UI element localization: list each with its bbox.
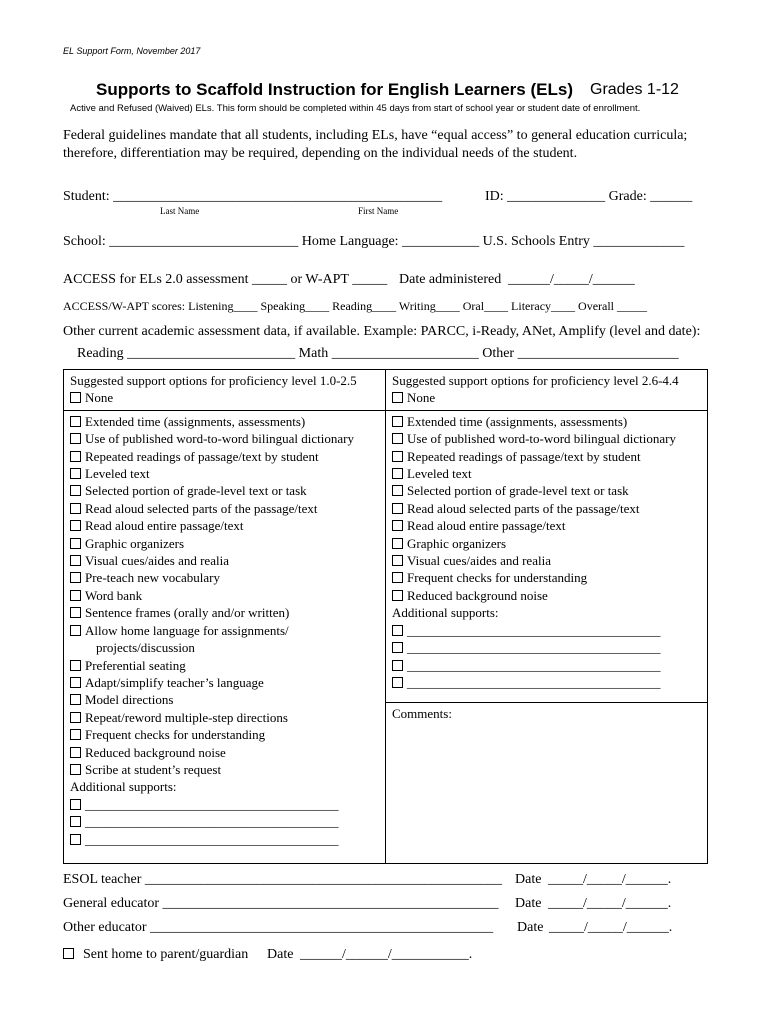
list-item: Frequent checks for understanding (85, 727, 266, 743)
sent-home-row (63, 947, 248, 963)
list-item: Use of published word-to-word bilingual dictionary (407, 431, 676, 447)
general-date-label: Date (515, 896, 542, 911)
checkbox-icon[interactable] (392, 590, 403, 601)
checkbox-icon[interactable] (70, 729, 81, 740)
checkbox-icon[interactable] (70, 572, 81, 583)
level-2-none-option: None (407, 390, 436, 406)
checkbox-icon[interactable] (392, 538, 403, 549)
level-1-heading: Suggested support options for proficiency level 1.0-2.5 (70, 373, 357, 388)
list-item: Use of published word-to-word bilingual dictionary (85, 431, 354, 447)
school-home-language-field[interactable]: School: ___________________________ Home Language: ___________ U.S. Schools Entry _____________ (63, 234, 685, 249)
level-2-heading: Suggested support options for proficiency level 2.6-4.4 (392, 373, 679, 388)
list-item: Selected portion of grade-level text or task (407, 483, 629, 499)
checkbox-icon[interactable] (392, 503, 403, 514)
checkbox-icon[interactable] (70, 520, 81, 531)
list-item-continuation: projects/discussion (96, 640, 195, 656)
checkbox-icon[interactable] (70, 607, 81, 618)
checkbox-icon[interactable] (392, 660, 403, 671)
list-item: Model directions (85, 692, 174, 708)
comments-label: Comments: (392, 705, 452, 721)
checkbox-icon[interactable] (70, 485, 81, 496)
list-item: Leveled text (85, 466, 150, 482)
comments-cell[interactable] (386, 702, 708, 863)
checkbox-icon[interactable] (392, 520, 403, 531)
list-item: Frequent checks for understanding (407, 570, 588, 586)
other-educator-signature[interactable]: Other educator _________________________________________________ (63, 920, 494, 935)
list-item: Read aloud selected parts of the passage/text (407, 500, 640, 516)
checkbox-icon[interactable] (70, 590, 81, 601)
checkbox-icon[interactable] (392, 677, 403, 688)
list-item: Graphic organizers (407, 535, 507, 551)
access-assessment-field[interactable]: ACCESS for ELs 2.0 assessment _____ or W-APT _____ (63, 272, 388, 287)
checkbox-icon[interactable] (70, 468, 81, 479)
list-item: Graphic organizers (85, 535, 185, 551)
intro-paragraph: Federal guidelines mandate that all students, including ELs, have “equal access” to general education curricula; therefore, differentiation may be required, depending on the individual needs of the student. (63, 128, 688, 161)
checkbox-icon[interactable] (70, 834, 81, 845)
checkbox-icon[interactable] (392, 451, 403, 462)
list-item: Visual cues/aides and realia (407, 553, 551, 569)
checkbox-icon[interactable] (70, 451, 81, 462)
esol-date-field[interactable]: _____/_____/______. (548, 872, 672, 887)
checkbox-icon[interactable] (392, 642, 403, 653)
list-item: Extended time (assignments, assessments) (85, 413, 306, 429)
form-subtitle: Active and Refused (Waived) ELs. This form should be completed within 45 days from start of school year or student date of enrollment. (70, 103, 641, 114)
list-item: Repeated readings of passage/text by student (85, 448, 319, 464)
list-item: Adapt/simplify teacher’s language (85, 674, 264, 690)
checkbox-icon[interactable] (392, 625, 403, 636)
scores-field[interactable]: ACCESS/W-APT scores: Listening____ Speaking____ Reading____ Writing____ Oral____ Literacy____ Overall _____ (63, 299, 648, 313)
date-administered-label: Date administered (399, 272, 502, 287)
general-educator-signature[interactable]: General educator ________________________________________________ (63, 896, 499, 911)
other-assessment-label: Other current academic assessment data, if available. Example: PARCC, i-Ready, ANet, Amplify (level and date): (63, 324, 701, 339)
level-1-heading-cell (64, 370, 386, 411)
checkbox-icon[interactable] (392, 485, 403, 496)
checkbox-icon[interactable] (392, 468, 403, 479)
esol-teacher-signature[interactable]: ESOL teacher ___________________________________________________ (63, 872, 502, 887)
additional-support-blank[interactable]: _______________________________________ (407, 640, 661, 656)
reading-math-other-field[interactable]: Reading ________________________ Math _____________________ Other _______________________ (77, 346, 679, 361)
list-item: Sentence frames (orally and/or written) (85, 605, 290, 621)
general-date-field[interactable]: _____/_____/______. (548, 896, 672, 911)
checkbox-icon[interactable] (70, 555, 81, 566)
additional-support-blank[interactable]: _______________________________________ (85, 814, 339, 830)
checkbox-icon[interactable] (70, 764, 81, 775)
checkbox-icon[interactable] (70, 392, 81, 403)
checkbox-icon[interactable] (70, 747, 81, 758)
date-administered-field[interactable]: ______/_____/______ (508, 272, 635, 287)
checkbox-icon[interactable] (392, 555, 403, 566)
list-item: Repeated readings of passage/text by student (407, 448, 641, 464)
additional-support-blank[interactable]: _______________________________________ (407, 622, 661, 638)
checkbox-icon[interactable] (70, 694, 81, 705)
list-item: Read aloud entire passage/text (85, 518, 244, 534)
additional-support-blank[interactable]: _______________________________________ (407, 674, 661, 690)
first-name-caption: First Name (358, 206, 399, 216)
level-2-additional-label: Additional supports: (392, 605, 499, 621)
list-item: Pre-teach new vocabulary (85, 570, 220, 586)
support-options-table (63, 369, 708, 864)
additional-support-blank[interactable]: _______________________________________ (85, 796, 339, 812)
checkbox-icon[interactable] (392, 416, 403, 427)
checkbox-icon[interactable] (70, 625, 81, 636)
list-item: Selected portion of grade-level text or task (85, 483, 307, 499)
list-item: Reduced background noise (85, 744, 226, 760)
list-item: Read aloud selected parts of the passage/text (85, 500, 318, 516)
list-item: Scribe at student’s request (85, 761, 222, 777)
list-item: Word bank (85, 587, 143, 603)
sent-home-date-label: Date (267, 947, 294, 962)
level-1-none-option: None (85, 390, 114, 406)
checkbox-icon[interactable] (70, 677, 81, 688)
last-name-caption: Last Name (160, 206, 200, 216)
list-item: Repeat/reword multiple-step directions (85, 709, 288, 725)
checkbox-icon[interactable] (70, 816, 81, 827)
checkbox-icon[interactable] (70, 416, 81, 427)
checkbox-icon[interactable] (392, 392, 403, 403)
grades-label: Grades 1-12 (590, 81, 679, 98)
checkbox-icon[interactable] (70, 538, 81, 549)
level-2-heading-cell (386, 370, 708, 411)
list-item: Read aloud entire passage/text (407, 518, 566, 534)
sent-home-date-field[interactable]: ______/______/___________. (300, 947, 473, 962)
checkbox-icon[interactable] (70, 503, 81, 514)
level-2-options-cell (386, 410, 708, 702)
page-title: Supports to Scaffold Instruction for English Learners (ELs) (96, 80, 573, 99)
form-version-note: EL Support Form, November 2017 (63, 46, 201, 56)
id-grade-field[interactable]: ID: ______________ Grade: ______ (485, 189, 693, 204)
student-name-field[interactable]: Student: _______________________________________________ (63, 189, 443, 204)
list-item: Leveled text (407, 466, 472, 482)
sent-home-label: Sent home to parent/guardian (83, 947, 249, 962)
list-item: Preferential seating (85, 657, 186, 673)
list-item: Reduced background noise (407, 587, 548, 603)
additional-support-blank[interactable]: _______________________________________ (407, 657, 661, 673)
checkbox-icon[interactable] (70, 799, 81, 810)
checkbox-icon[interactable] (70, 712, 81, 723)
checkbox-icon[interactable] (70, 433, 81, 444)
list-item: Extended time (assignments, assessments) (407, 413, 628, 429)
checkbox-icon[interactable] (392, 572, 403, 583)
list-item: Allow home language for assignments/ (85, 622, 289, 638)
checkbox-icon[interactable] (63, 948, 74, 959)
checkbox-icon[interactable] (70, 660, 81, 671)
other-date-field[interactable]: _____/_____/______. (549, 920, 673, 935)
additional-support-blank[interactable]: _______________________________________ (85, 831, 339, 847)
level-1-options-cell (64, 410, 386, 863)
esol-date-label: Date (515, 872, 542, 887)
checkbox-icon[interactable] (392, 433, 403, 444)
level-1-additional-label: Additional supports: (70, 779, 177, 795)
list-item: Visual cues/aides and realia (85, 553, 229, 569)
other-date-label: Date (517, 920, 544, 935)
